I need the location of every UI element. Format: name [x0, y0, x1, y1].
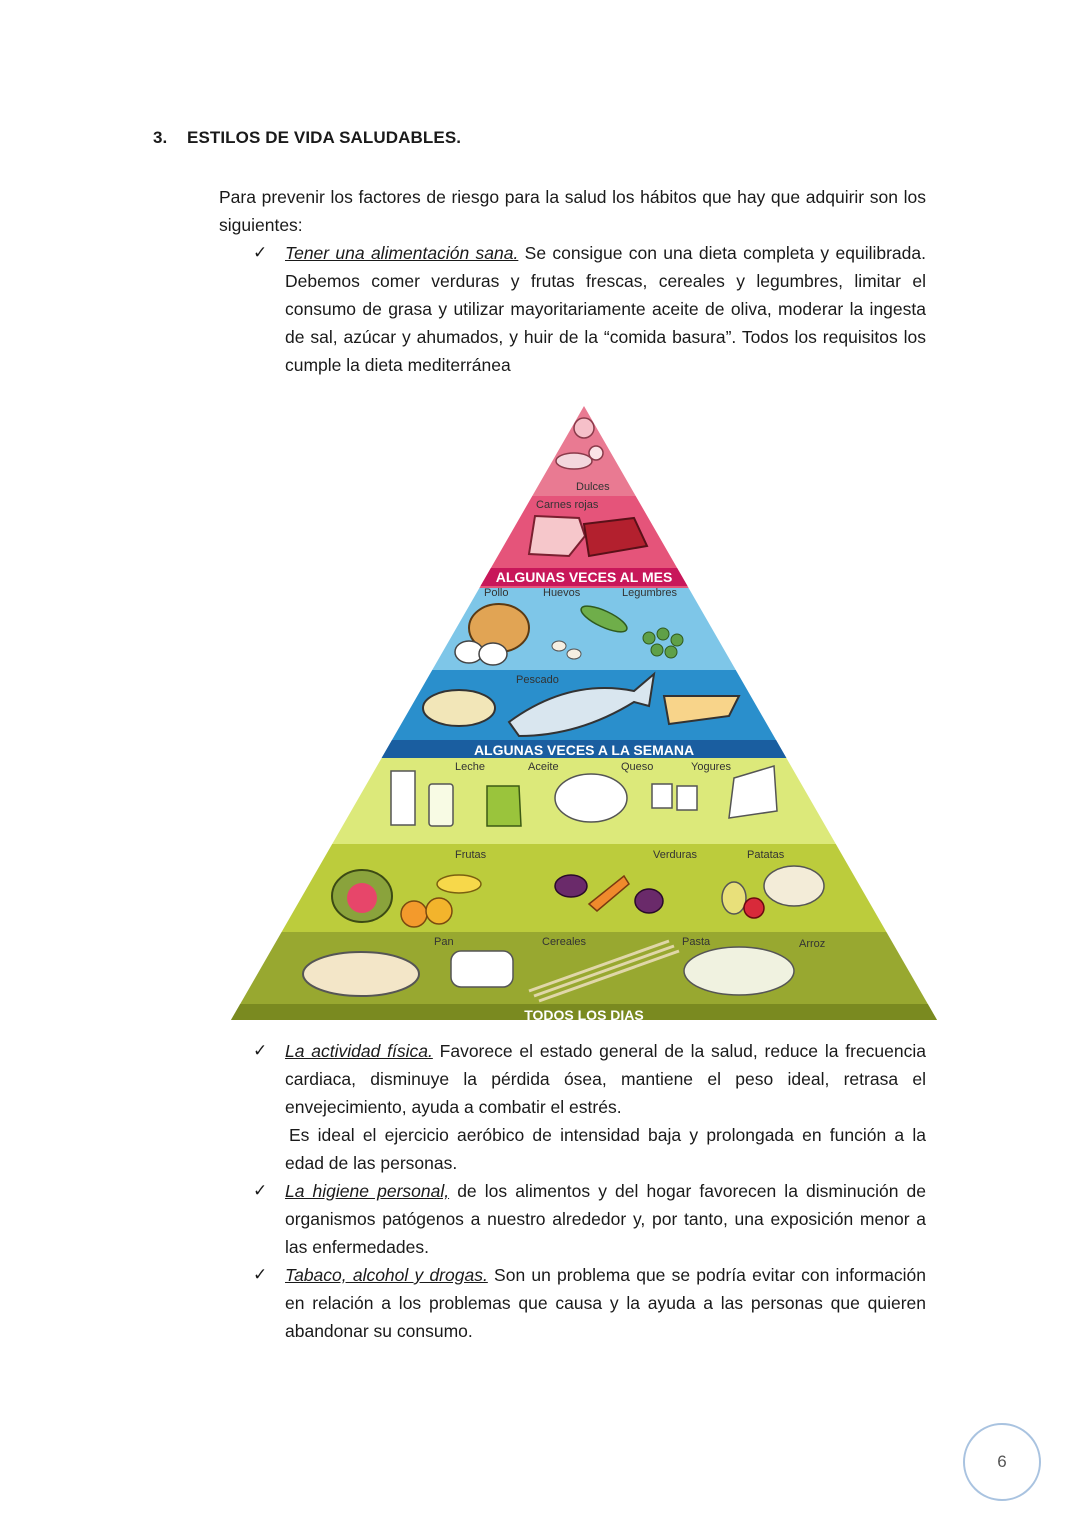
- food-pyramid-image: [229, 406, 939, 1026]
- list-item-higiene: [285, 1177, 926, 1261]
- label-pescado: Pescado: [516, 674, 559, 686]
- check-icon: ✓: [253, 1265, 268, 1284]
- label-huevos: Huevos: [543, 587, 581, 599]
- label-verduras: Verduras: [653, 849, 698, 861]
- section-heading: [153, 128, 461, 148]
- label-pasta: Pasta: [682, 936, 711, 948]
- list-item-text: de los alimentos y del hogar favorecen la disminución de organismos patógenos a nuestro alrededor y, por tanto, una exposición menor a las enfermedades.: [285, 1181, 926, 1257]
- check-icon: ✓: [253, 243, 268, 262]
- band-title-daily: TODOS LOS DIAS: [524, 1007, 644, 1023]
- label-legumbres: Legumbres: [622, 587, 678, 599]
- label-aceite: Aceite: [528, 761, 559, 773]
- label-frutas: Frutas: [455, 849, 487, 861]
- label-pollo: Pollo: [484, 587, 509, 599]
- list-item-actividad-fisica: [285, 1037, 926, 1121]
- intro-paragraph: Para prevenir los factores de riesgo para la salud los hábitos que hay que adquirir son los siguientes:: [219, 187, 926, 235]
- list-item-alimentacion: [285, 239, 926, 379]
- list-item-lead: La actividad física.: [285, 1041, 433, 1061]
- list-item-lead: Tener una alimentación sana.: [285, 243, 519, 263]
- pyramid-chicken-band: [229, 588, 939, 670]
- section-title: ESTILOS DE VIDA SALUDABLES.: [187, 128, 462, 147]
- label-queso: Queso: [621, 761, 654, 773]
- list-item-text: Son un problema que se podría evitar con información en relación a los problemas que causa y la ayuda a las personas que quieren abandonar su consumo.: [285, 1265, 926, 1341]
- label-dulces: Dulces: [576, 481, 610, 493]
- list-item-tabaco: [285, 1261, 926, 1345]
- list-item-text: Favorece el estado general de la salud, reduce la frecuencia cardiaca, disminuye la pérdida ósea, mantiene el peso ideal, retrasa el envejecimiento, ayuda a combatir el estrés.: [285, 1041, 926, 1117]
- list-item-lead: Tabaco, alcohol y drogas.: [285, 1265, 488, 1285]
- label-yogures: Yogures: [691, 761, 731, 773]
- check-icon: ✓: [253, 1041, 268, 1060]
- list-item-lead: La higiene personal,: [285, 1181, 450, 1201]
- label-carnes-rojas: Carnes rojas: [536, 499, 599, 511]
- label-arroz: Arroz: [799, 938, 826, 950]
- band-title-month: ALGUNAS VECES AL MES: [495, 569, 673, 585]
- label-leche: Leche: [455, 761, 485, 773]
- label-patatas: Patatas: [747, 849, 785, 861]
- band-title-week: ALGUNAS VECES A LA SEMANA: [473, 742, 695, 758]
- label-pan: Pan: [434, 936, 454, 948]
- section-number: 3.: [153, 128, 168, 147]
- check-icon: ✓: [253, 1181, 268, 1200]
- list-item-text: Se consigue con una dieta completa y equilibrada. Debemos comer verduras y frutas frescas, cereales y legumbres, limitar el consumo de grasa y utilizar mayoritariamente aceite de oliva, moderar la ingesta de sal, azúcar y ahumados, y huir de la “comida basura”. Todos los requisitos los cumple la dieta mediterránea: [285, 243, 926, 375]
- list-item-actividad-extra: Es ideal el ejercicio aeróbico de intensidad baja y prolongada en función a la edad de las personas.: [285, 1125, 926, 1173]
- page-number: 6: [963, 1423, 1041, 1501]
- label-cereales: Cereales: [542, 936, 587, 948]
